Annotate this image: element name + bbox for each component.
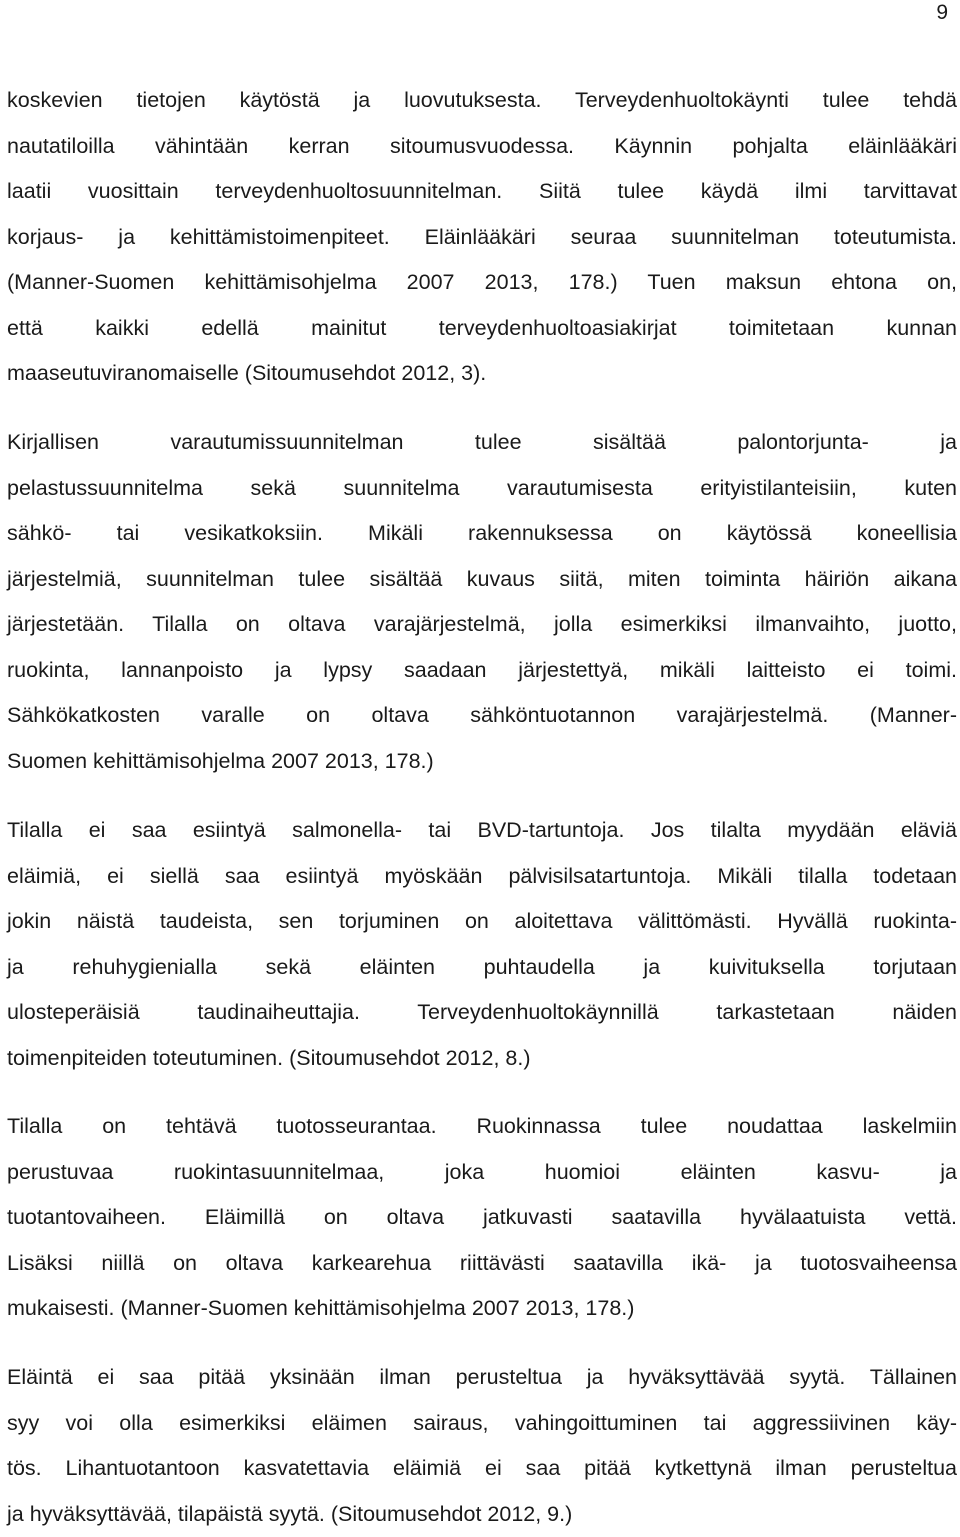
text-line: tös. Lihantuotantoon kasvatettavia eläimiä ei saa pitää kytkettynä ilman perusteltua — [7, 1446, 957, 1492]
text-line: mukaisesti. (Manner-Suomen kehittämisohjelma 2007 2013, 178.) — [7, 1286, 957, 1332]
text-line: sähkö- tai vesikatkoksiin. Mikäli rakennuksessa on käytössä koneellisia — [7, 511, 957, 557]
text-line: tuotantovaiheen. Eläimillä on oltava jatkuvasti saatavilla hyvälaatuista vettä. — [7, 1195, 957, 1241]
text-line: korjaus- ja kehittämistoimenpiteet. Eläinlääkäri seuraa suunnitelman toteutumista. — [7, 215, 957, 261]
text-line: Tilalla on tehtävä tuotosseurantaa. Ruokinnassa tulee noudattaa laskelmiin — [7, 1104, 957, 1150]
text-line: Tilalla ei saa esiintyä salmonella- tai BVD-tartuntoja. Jos tilalta myydään eläviä — [7, 808, 957, 854]
text-line: (Manner-Suomen kehittämisohjelma 2007 2013, 178.) Tuen maksun ehtona on, — [7, 260, 957, 306]
text-line: perustuvaa ruokintasuunnitelmaa, joka huomioi eläinten kasvu- ja — [7, 1150, 957, 1196]
text-line: että kaikki edellä mainitut terveydenhuoltoasiakirjat toimitetaan kunnan — [7, 306, 957, 352]
text-line: laatii vuosittain terveydenhuoltosuunnitelman. Siitä tulee käydä ilmi tarvittavat — [7, 169, 957, 215]
text-line: Eläintä ei saa pitää yksinään ilman perusteltua ja hyväksyttävää syytä. Tällainen — [7, 1355, 957, 1401]
text-line: ja hyväksyttävää, tilapäistä syytä. (Sitoumusehdot 2012, 9.) — [7, 1492, 957, 1537]
text-line: koskevien tietojen käytöstä ja luovutuksesta. Terveydenhuoltokäynti tulee tehdä — [7, 78, 957, 124]
text-line: ruokinta, lannanpoisto ja lypsy saadaan järjestettyä, mikäli laitteisto ei toimi. — [7, 648, 957, 694]
page-number: 9 — [936, 0, 948, 26]
text-line: ja rehuhygienialla sekä eläinten puhtaudella ja kuivituksella torjutaan — [7, 945, 957, 991]
text-line: järjestelmiä, suunnitelman tulee sisältää kuvaus siitä, miten toiminta häiriön aikana — [7, 557, 957, 603]
text-line: pelastussuunnitelma sekä suunnitelma varautumisesta erityistilanteisiin, kuten — [7, 466, 957, 512]
text-line: nautatiloilla vähintään kerran sitoumusvuodessa. Käynnin pohjalta eläinlääkäri — [7, 124, 957, 170]
text-line: jokin näistä taudeista, sen torjuminen on aloitettava välittömästi. Hyvällä ruokinta- — [7, 899, 957, 945]
text-line: maaseutuviranomaiselle (Sitoumusehdot 2012, 3). — [7, 351, 957, 397]
paragraph-4 — [7, 1104, 957, 1332]
text-line: syy voi olla esimerkiksi eläimen sairaus, vahingoittuminen tai aggressiivinen käy- — [7, 1401, 957, 1447]
text-line: toimenpiteiden toteutuminen. (Sitoumusehdot 2012, 8.) — [7, 1036, 957, 1082]
paragraph-3 — [7, 808, 957, 1081]
paragraph-1 — [7, 78, 957, 397]
text-line: ulosteperäisiä taudinaiheuttajia. Terveydenhuoltokäynnillä tarkastetaan näiden — [7, 990, 957, 1036]
text-line: järjestetään. Tilalla on oltava varajärjestelmä, jolla esimerkiksi ilmanvaihto, juotto, — [7, 602, 957, 648]
text-line: eläimiä, ei siellä saa esiintyä myöskään pälvisilsatartuntoja. Mikäli tilalla todetaan — [7, 854, 957, 900]
text-line: Lisäksi niillä on oltava karkearehua riittävästi saatavilla ikä- ja tuotosvaiheensa — [7, 1241, 957, 1287]
paragraph-5 — [7, 1355, 957, 1537]
text-line: Sähkökatkosten varalle on oltava sähköntuotannon varajärjestelmä. (Manner- — [7, 693, 957, 739]
text-line: Kirjallisen varautumissuunnitelman tulee sisältää palontorjunta- ja — [7, 420, 957, 466]
text-line: Suomen kehittämisohjelma 2007 2013, 178.) — [7, 739, 957, 785]
paragraph-2 — [7, 420, 957, 784]
